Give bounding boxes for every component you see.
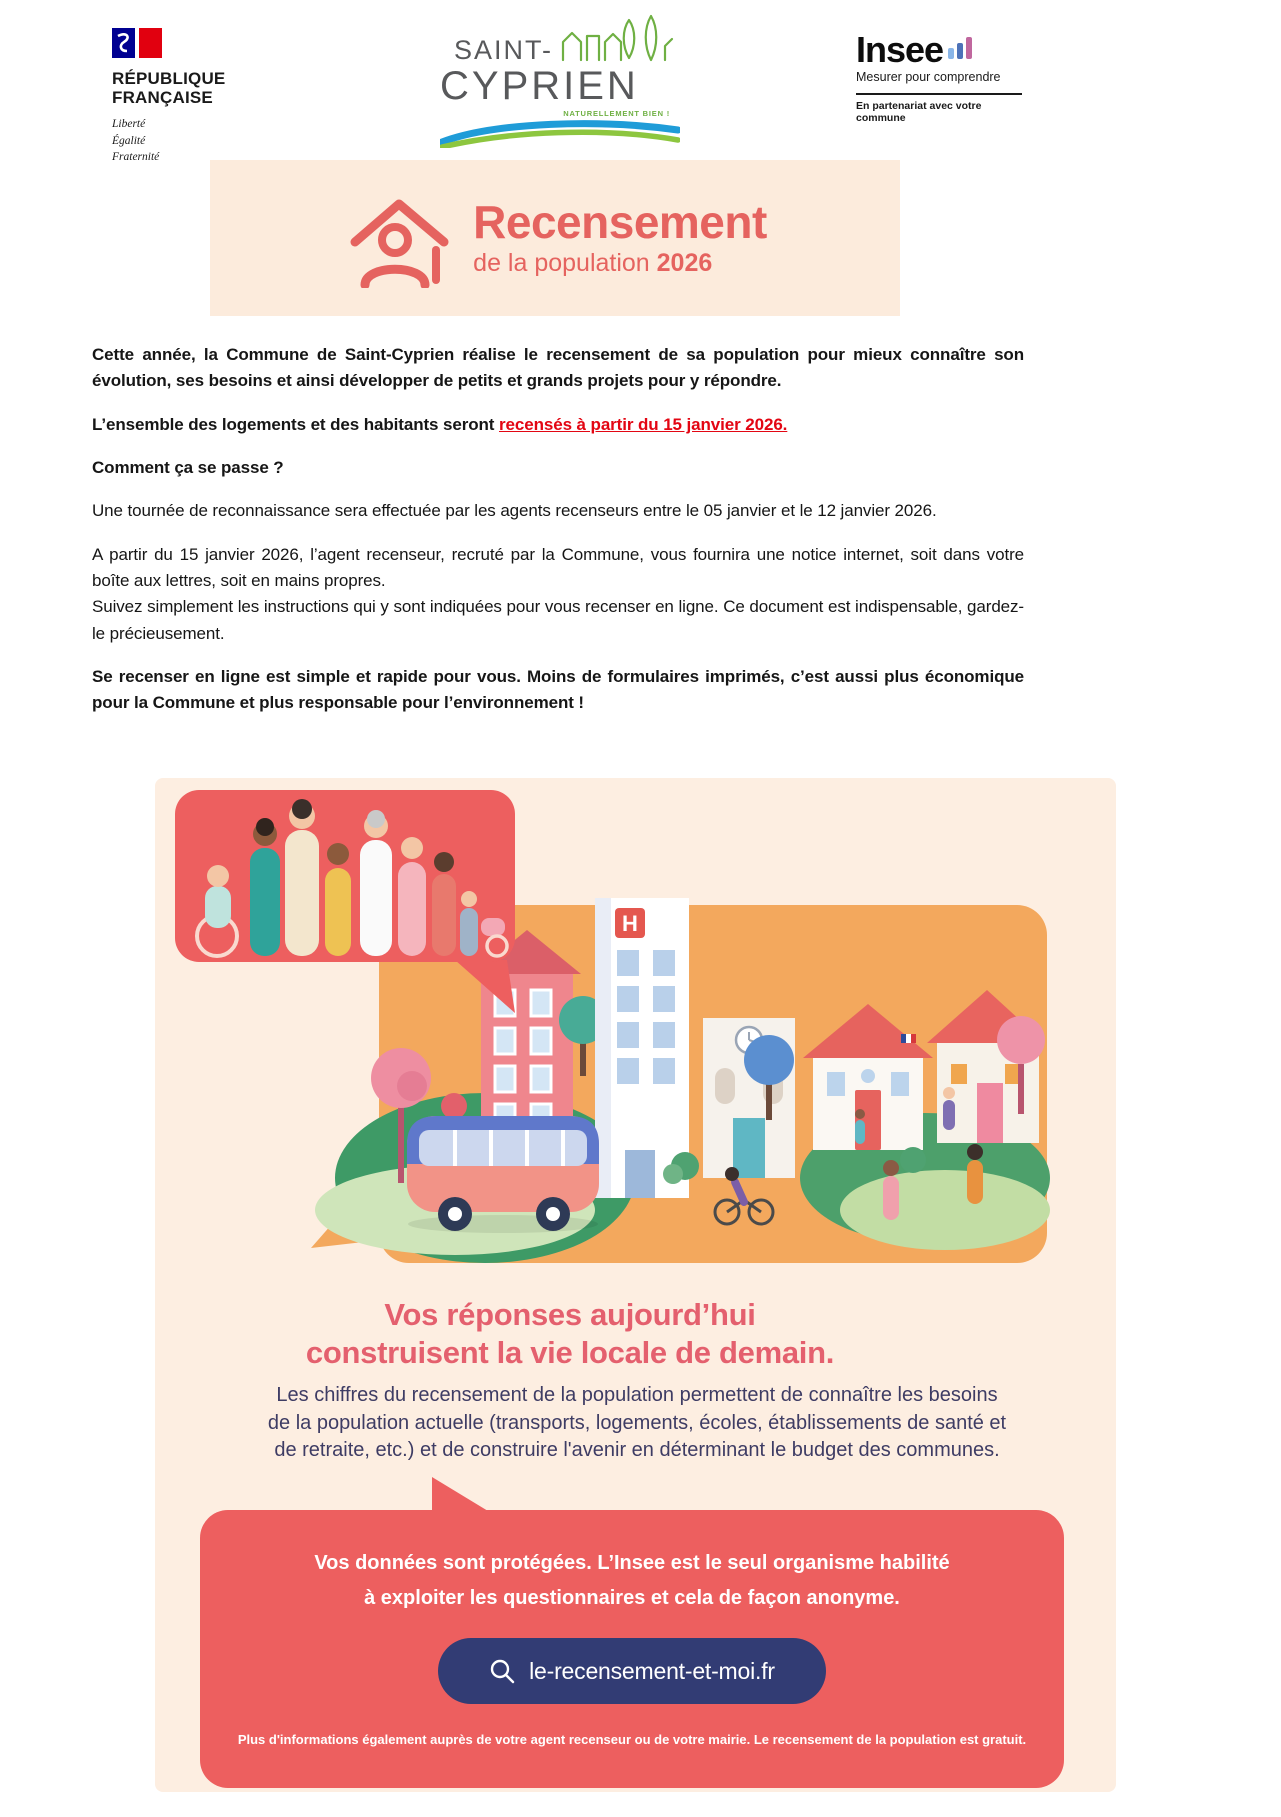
census-year: 2026	[656, 248, 713, 277]
republique-motto: Liberté Égalité Fraternité	[112, 118, 160, 164]
privacy-footnote: Plus d'informations également auprès de votre agent recenseur ou de votre mairie. Le recensement de la population est gratuit.	[237, 1732, 1027, 1747]
town-illustration	[155, 778, 1116, 1278]
insee-name: Insee	[856, 29, 944, 70]
republique-francaise-logo	[112, 28, 262, 166]
insee-partnership: En partenariat avec votre commune	[856, 100, 982, 125]
hospital-sign: H	[622, 911, 638, 936]
body-text	[92, 342, 1024, 734]
insee-bars-icon	[946, 34, 974, 62]
privacy-box	[200, 1510, 1064, 1788]
republique-title: RÉPUBLIQUE FRANÇAISE	[112, 69, 226, 108]
how-question: Comment ça se passe ?	[92, 458, 284, 478]
census-date-link[interactable]: recensés à partir du 15 janvier 2026.	[499, 414, 788, 434]
french-flag-icon	[112, 28, 162, 58]
speech-bubble-tail	[432, 1477, 488, 1511]
notice-paragraph: A partir du 15 janvier 2026, l’agent recenseur, recruté par la Commune, vous fournira une notice internet, soit dans votre boîte aux lettres, soit en mains propres. Suivez simplement les instructions qui y sont indiquées pour vous recenser en ligne. Ce document est indispensable, gardez-le précieusement.	[92, 544, 1024, 643]
intro-paragraph: Cette année, la Commune de Saint-Cyprien réalise le recensement de sa population pour mieux connaître son évolution, ses besoins et ainsi développer de petits et grands projets pour y répondre.	[92, 345, 1024, 391]
census-website-url: le-recensement-et-moi.fr	[529, 1657, 775, 1684]
privacy-statement: Vos données sont protégées. L’Insee est le seul organisme habilité à exploiter les questionnaires et cela de façon anonyme.	[314, 1552, 950, 1609]
wave-icon	[440, 118, 680, 148]
village-skyline-icon	[559, 12, 677, 64]
infographic-description: Les chiffres du recensement de la population permettent de connaître les besoins de la population actuelle (transports, logements, écoles, établissements de santé et de retraite, etc.) et de construire l'avenir en déterminant le budget des communes.	[267, 1384, 1007, 1462]
reconnaissance-line: Une tournée de reconnaissance sera effectuée par les agents recenseurs entre le 05 janvier et le 12 janvier 2026.	[92, 501, 937, 521]
online-benefits-paragraph: Se recenser en ligne est simple et rapide pour vous. Moins de formulaires imprimés, c’est aussi plus économique pour la Commune et plus responsable pour l’environnement !	[92, 667, 1024, 713]
divider	[856, 93, 1022, 95]
insee-logo	[856, 29, 1022, 125]
census-subtitle: de la population 2026	[473, 248, 713, 277]
headline-line1: Vos réponses aujourd’hui	[384, 1297, 756, 1332]
census-title: Recensement	[473, 195, 767, 248]
census-house-person-icon	[343, 188, 455, 288]
census-date-line: L’ensemble des logements et des habitants seront recensés à partir du 15 janvier 2026.	[92, 414, 788, 434]
search-icon	[489, 1658, 515, 1684]
headline-line2: construisent la vie locale de demain.	[305, 1334, 835, 1370]
commune-tagline: NATURELLEMENT BIEN !	[563, 109, 670, 118]
census-banner-text	[473, 195, 767, 278]
infographic-panel	[155, 778, 1116, 1792]
census-website-button[interactable]	[438, 1638, 826, 1704]
insee-tagline: Mesurer pour comprendre	[856, 70, 1001, 85]
saint-cyprien-logo	[440, 12, 680, 153]
commune-name-line2: CYPRIEN	[440, 64, 639, 108]
infographic-headline	[155, 1296, 985, 1372]
census-banner	[210, 160, 900, 316]
commune-name-line1: SAINT-	[454, 35, 554, 65]
